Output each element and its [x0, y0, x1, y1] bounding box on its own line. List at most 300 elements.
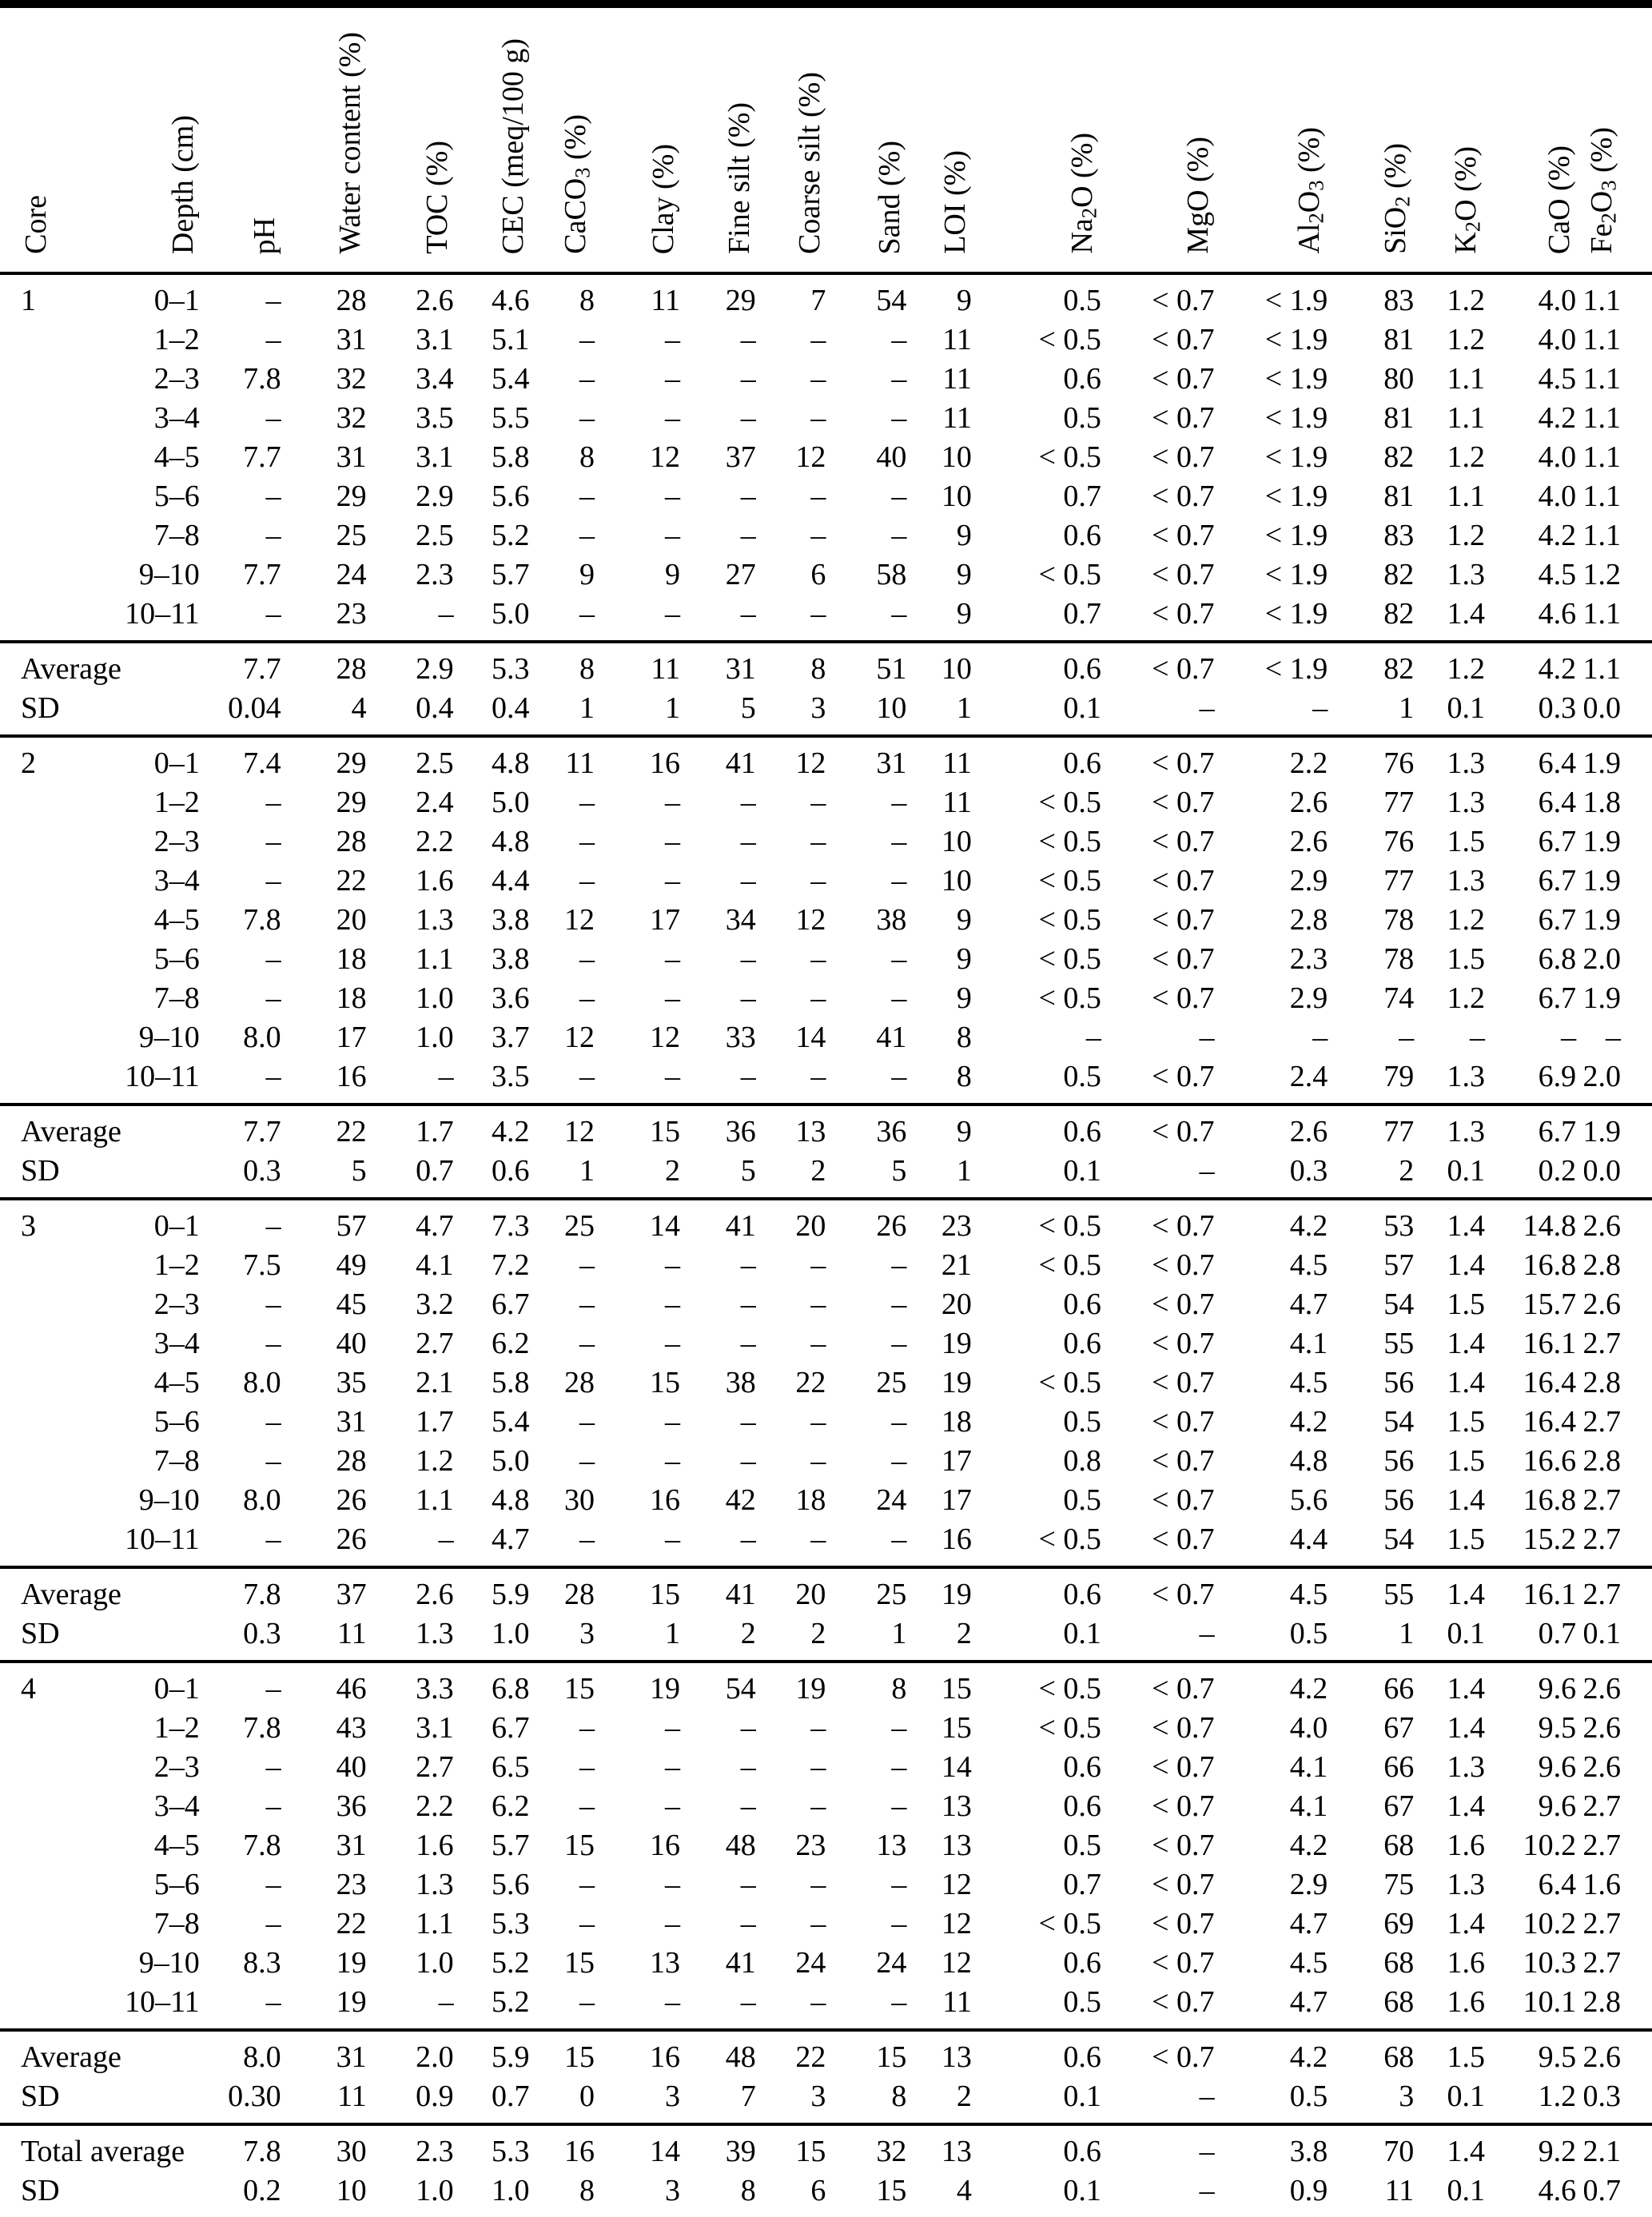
cell: 11: [942, 323, 972, 356]
cell: 2.0: [1582, 942, 1621, 976]
column-header-label: LOI (%): [937, 150, 972, 254]
cell: 56: [1383, 1366, 1415, 1399]
core-cell: [0, 1944, 49, 1983]
cell: –: [579, 401, 595, 435]
cell: 16.1: [1485, 1567, 1576, 1614]
cell: –: [438, 1985, 454, 2019]
cell: 1.6: [1447, 1829, 1485, 1862]
cell: 6.7: [491, 1711, 530, 1745]
table-row: [0, 736, 1652, 783]
cell: 3: [810, 2080, 826, 2113]
cell: –: [438, 1060, 454, 1093]
table-row: [0, 477, 1652, 516]
cell: 0.7: [1582, 2174, 1621, 2207]
depth-cell: 7–8: [153, 1907, 200, 1940]
cell: –: [740, 1985, 756, 2019]
cell: –: [579, 1444, 595, 1478]
cell: 29: [281, 736, 367, 783]
cell: 25: [529, 1199, 595, 1246]
cell: 2.6: [1582, 1750, 1621, 1784]
cell: 2.9: [1289, 981, 1328, 1015]
cell: 78: [1383, 903, 1415, 937]
table-row: [0, 1662, 1652, 1709]
cell: 45: [336, 1288, 367, 1321]
cell: 2: [956, 1617, 972, 1650]
depth-cell: 5–6: [153, 1405, 200, 1439]
cell: 2.8: [1582, 1444, 1621, 1478]
column-header: [529, 4, 595, 273]
cell: 1.2: [1447, 519, 1485, 552]
cell: 3.7: [491, 1021, 530, 1054]
cell: 2: [665, 1154, 680, 1188]
cell: 7: [740, 2080, 756, 2113]
cell: 2.9: [1289, 1868, 1328, 1901]
cell: 1.1: [1582, 284, 1621, 317]
cell: 4.4: [1289, 1522, 1328, 1556]
cell: 2.8: [1582, 1248, 1621, 1282]
cell: 8: [579, 284, 595, 317]
cell: 4.7: [367, 1199, 454, 1246]
cell: 0.30: [228, 2080, 281, 2113]
cell: 9.5: [1538, 1711, 1577, 1745]
cell: 15: [563, 1946, 595, 1980]
cell: 1.7: [416, 1405, 454, 1439]
cell: 4.2: [1538, 401, 1577, 435]
cell: < 0.5: [1038, 1711, 1101, 1745]
cell: 4.2: [1215, 2030, 1328, 2077]
cell: –: [891, 1405, 907, 1439]
cell: –: [810, 362, 826, 396]
cell: 0.1: [1447, 691, 1485, 725]
core-cell: 4: [0, 1662, 49, 1709]
cell: 11: [529, 736, 595, 783]
cell: –: [579, 1711, 595, 1745]
cell: 0.1: [1447, 2080, 1485, 2113]
cell: 20: [756, 1199, 826, 1246]
cell: 54: [1383, 1522, 1415, 1556]
cell: –: [810, 1405, 826, 1439]
cell: 2.7: [1582, 1946, 1621, 1980]
cell: 0.7: [1063, 1868, 1101, 1901]
cell: 2.5: [416, 519, 454, 552]
core-cell: 2: [0, 736, 49, 783]
cell: 6.4: [1538, 786, 1577, 819]
column-header-label: SiO$_2$ (%): [1378, 143, 1415, 254]
depth-cell: 2–3: [153, 1288, 200, 1321]
core-cell: [0, 1865, 49, 1905]
column-header: [972, 4, 1101, 273]
cell: 5.3: [454, 642, 530, 689]
cell: 13: [906, 2124, 972, 2171]
cell: –: [665, 323, 680, 356]
cell: –: [265, 864, 281, 898]
cell: 1.1: [1447, 362, 1485, 396]
cell: 11: [942, 401, 972, 435]
depth-cell: 10–11: [125, 1060, 200, 1093]
cell: 40: [336, 1327, 367, 1360]
cell: 1.8: [1582, 786, 1621, 819]
cell: 4.2: [1289, 1405, 1328, 1439]
cell: 1.9: [1582, 864, 1621, 898]
cell: 57: [1383, 1248, 1415, 1282]
cell: 42: [725, 1483, 756, 1517]
table-row: [0, 1018, 1652, 1057]
cell: 56: [1383, 1483, 1415, 1517]
cell: 16: [595, 736, 680, 783]
cell: 5: [891, 1154, 907, 1188]
cell: 4.7: [1289, 1907, 1328, 1940]
cell: –: [740, 597, 756, 631]
cell: 0.4: [416, 691, 454, 725]
cell: –: [579, 1405, 595, 1439]
depth-cell: 3–4: [153, 1789, 200, 1823]
cell: 1.4: [1414, 1567, 1485, 1614]
table-row: [0, 1363, 1652, 1403]
cell: 16: [336, 1060, 367, 1093]
cell: –: [665, 401, 680, 435]
cell: 5: [351, 1154, 367, 1188]
cell: –: [665, 1789, 680, 1823]
cell: –: [810, 1522, 826, 1556]
cell: 1.9: [1582, 903, 1621, 937]
cell: 83: [1383, 284, 1415, 317]
cell: < 0.7: [1152, 1288, 1215, 1321]
cell: 0.5: [1063, 1985, 1101, 2019]
cell: 1: [579, 691, 595, 725]
cell: 11: [1384, 2174, 1415, 2207]
cell: 19: [595, 1662, 680, 1709]
cell: –: [265, 597, 281, 631]
cell: 6.7: [491, 1288, 530, 1321]
cell: 6.7: [1538, 825, 1577, 858]
cell: –: [265, 1060, 281, 1093]
cell: –: [665, 1327, 680, 1360]
cell: 3.4: [416, 362, 454, 396]
cell: 7.5: [243, 1248, 281, 1282]
cell: –: [1199, 2174, 1215, 2207]
cell: –: [1399, 1021, 1415, 1054]
cell: 80: [1383, 362, 1415, 396]
cell: 4.1: [1289, 1750, 1328, 1784]
cell: 55: [1383, 1327, 1415, 1360]
table-row: [0, 1246, 1652, 1285]
cell: < 1.9: [1264, 401, 1328, 435]
cell: –: [579, 1907, 595, 1940]
cell: 1.2: [1538, 2080, 1577, 2113]
cell: –: [579, 362, 595, 396]
cell: 3.6: [491, 981, 530, 1015]
cell: 77: [1383, 864, 1415, 898]
cell: 1.5: [1447, 825, 1485, 858]
cell: 15: [595, 1105, 680, 1152]
cell: –: [891, 1985, 907, 2019]
cell: 5.9: [454, 1567, 530, 1614]
cell: –: [1606, 1021, 1621, 1054]
cell: –: [810, 1907, 826, 1940]
cell: 38: [876, 903, 907, 937]
cell: 12: [941, 1907, 972, 1940]
cell: –: [1199, 2080, 1215, 2113]
cell: –: [891, 323, 907, 356]
cell: –: [665, 825, 680, 858]
cell: 31: [826, 736, 906, 783]
table-row: [0, 1865, 1652, 1905]
cell: < 0.5: [1038, 903, 1101, 937]
cell: –: [810, 1060, 826, 1093]
cell: 4.6: [1538, 597, 1577, 631]
cell: 4.8: [454, 736, 530, 783]
cell: 12: [650, 440, 680, 474]
depth-cell: 4–5: [153, 1366, 200, 1399]
cell: 20: [941, 1288, 972, 1321]
cell: 0.5: [1289, 2080, 1328, 2113]
cell: < 1.9: [1264, 440, 1328, 474]
cell: 1.4: [1447, 1907, 1485, 1940]
cell: –: [891, 519, 907, 552]
cell: 15: [563, 1829, 595, 1862]
cell: 1.5: [1447, 1522, 1485, 1556]
cell: 2.7: [1582, 1483, 1621, 1517]
cell: 17: [650, 903, 680, 937]
cell: 1.2: [1447, 903, 1485, 937]
cell: 7.8: [243, 1829, 281, 1862]
column-header-label: Fine silt (%): [722, 102, 756, 254]
cell: 1: [891, 1617, 907, 1650]
cell: 3.8: [491, 903, 530, 937]
column-header: [826, 4, 906, 273]
cell: 25: [336, 519, 367, 552]
cell: 13: [650, 1946, 680, 1980]
cell: 41: [725, 1946, 756, 1980]
cell: 1.6: [416, 1829, 454, 1862]
cell: 10: [876, 691, 907, 725]
cell: 0.1: [1063, 2174, 1101, 2207]
cell: 1.2: [416, 1444, 454, 1478]
cell: < 0.7: [1152, 942, 1215, 976]
cell: 0.7: [416, 1154, 454, 1188]
cell: 8.0: [243, 1483, 281, 1517]
cell: 12: [941, 1946, 972, 1980]
column-header: [756, 4, 826, 273]
cell: –: [265, 786, 281, 819]
cell: 1.2: [1582, 558, 1621, 591]
cell: 4: [956, 2174, 972, 2207]
cell: –: [665, 1060, 680, 1093]
cell: < 0.7: [1101, 1199, 1215, 1246]
cell: 4.2: [1538, 519, 1577, 552]
cell: 1.2: [1447, 323, 1485, 356]
cell: 12: [941, 1868, 972, 1901]
cell: 0.6: [972, 1105, 1101, 1152]
cell: 6.5: [491, 1750, 530, 1784]
cell: 10: [941, 440, 972, 474]
cell: 6: [810, 2174, 826, 2207]
depth-cell: 3–4: [153, 1327, 200, 1360]
depth-cell: 7–8: [153, 981, 200, 1015]
cell: –: [579, 981, 595, 1015]
cell: –: [740, 401, 756, 435]
cell: 1.4: [1414, 1199, 1485, 1246]
core-cell: [0, 1905, 49, 1944]
cell: 82: [1383, 440, 1415, 474]
cell: –: [1199, 1617, 1215, 1650]
cell: –: [810, 981, 826, 1015]
average-row: [0, 1567, 1652, 1614]
cell: 76: [1328, 736, 1414, 783]
table-row: [0, 438, 1652, 477]
cell: 3.5: [491, 1060, 530, 1093]
row-label: SD: [21, 1154, 60, 1188]
cell: 27: [725, 558, 756, 591]
cell: 16.4: [1523, 1366, 1577, 1399]
cell: –: [891, 480, 907, 513]
cell: 25: [826, 1567, 906, 1614]
cell: 2.3: [367, 2124, 454, 2171]
cell: 6.7: [1538, 864, 1577, 898]
table-row: [0, 1709, 1652, 1748]
cell: 4.5: [1538, 558, 1577, 591]
cell: 0.9: [416, 2080, 454, 2113]
cell: 1.6: [1447, 1946, 1485, 1980]
cell: 23: [906, 1199, 972, 1246]
cell: < 0.7: [1152, 440, 1215, 474]
cell: 13: [941, 1789, 972, 1823]
cell: 0.3: [1289, 1154, 1328, 1188]
cell: 15: [595, 1567, 680, 1614]
table-row: [0, 595, 1652, 642]
table-row: [0, 1324, 1652, 1363]
cell: 8.0: [200, 2030, 281, 2077]
cell: 56: [1383, 1444, 1415, 1478]
cell: –: [891, 1522, 907, 1556]
cell: 9: [956, 981, 972, 1015]
cell: 1.1: [1582, 480, 1621, 513]
cell: 8.3: [243, 1946, 281, 1980]
cell: 4.2: [1215, 1662, 1328, 1709]
cell: –: [891, 362, 907, 396]
cell: 6.8: [1538, 942, 1577, 976]
cell: –: [1199, 691, 1215, 725]
cell: 9: [665, 558, 680, 591]
cell: 5.0: [491, 786, 530, 819]
cell: < 0.7: [1152, 284, 1215, 317]
column-header-label: MgO (%): [1180, 137, 1215, 254]
cell: –: [665, 1288, 680, 1321]
depth-cell: 7–8: [153, 519, 200, 552]
cell: 4.4: [491, 864, 530, 898]
table-row: [0, 516, 1652, 555]
cell: 16: [941, 1522, 972, 1556]
cell: –: [1085, 1021, 1101, 1054]
cell: 21: [941, 1248, 972, 1282]
cell: –: [891, 1711, 907, 1745]
cell: 74: [1383, 981, 1415, 1015]
cell: 2.7: [416, 1750, 454, 1784]
cell: 66: [1383, 1750, 1415, 1784]
cell: –: [740, 864, 756, 898]
cell: –: [740, 1789, 756, 1823]
cell: 28: [336, 284, 367, 317]
cell: 19: [336, 1946, 367, 1980]
cell: 7.8: [243, 903, 281, 937]
cell: 0.1: [1447, 1154, 1485, 1188]
cell: 1.1: [1582, 362, 1621, 396]
cell: 3: [810, 691, 826, 725]
cell: 40: [336, 1750, 367, 1784]
cell: 2: [810, 1154, 826, 1188]
cell: 5.8: [491, 440, 530, 474]
cell: < 0.7: [1152, 597, 1215, 631]
cell: 13: [906, 2030, 972, 2077]
column-header-label: TOC (%): [420, 141, 454, 254]
cell: 30: [281, 2124, 367, 2171]
cell: 5: [740, 1154, 756, 1188]
cell: –: [810, 1248, 826, 1282]
column-header: [906, 4, 972, 273]
core-cell: 1: [21, 284, 36, 317]
cell: < 1.9: [1264, 558, 1328, 591]
cell: –: [740, 1907, 756, 1940]
cell: 15: [876, 2174, 907, 2207]
cell: < 0.7: [1152, 1060, 1215, 1093]
cell: 25: [876, 1366, 907, 1399]
cell: 4.7: [491, 1522, 530, 1556]
table-row: [0, 862, 1652, 901]
cell: –: [665, 1444, 680, 1478]
cell: 82: [1383, 558, 1415, 591]
cell: 2.6: [1576, 1199, 1652, 1246]
cell: 38: [725, 1366, 756, 1399]
cell: –: [740, 1288, 756, 1321]
table-row: [0, 320, 1652, 360]
cell: 0.6: [972, 2030, 1101, 2077]
cell: 2.7: [1582, 1907, 1621, 1940]
cell: 31: [336, 1405, 367, 1439]
cell: –: [579, 864, 595, 898]
cell: 82: [1383, 597, 1415, 631]
cell: < 0.7: [1152, 362, 1215, 396]
cell: 5.7: [491, 558, 530, 591]
cell: 7.7: [243, 440, 281, 474]
cell: 31: [336, 1829, 367, 1862]
cell: –: [1101, 2124, 1215, 2171]
cell: 24: [795, 1946, 826, 1980]
cell: –: [740, 519, 756, 552]
cell: –: [1469, 1021, 1485, 1054]
column-header-label: Water content (%): [332, 32, 367, 254]
cell: 1.9: [1582, 825, 1621, 858]
cell: –: [740, 362, 756, 396]
cell: –: [891, 1248, 907, 1282]
table-row: [0, 1826, 1652, 1865]
cell: –: [740, 942, 756, 976]
cell: 4.2: [1289, 1829, 1328, 1862]
cell: 7.8: [200, 1567, 281, 1614]
cell: 8: [579, 440, 595, 474]
cell: 29: [336, 480, 367, 513]
cell: 11: [942, 362, 972, 396]
cell: 9: [956, 903, 972, 937]
cell: –: [665, 1248, 680, 1282]
table-body: [0, 273, 1652, 2217]
cell: 28: [281, 642, 367, 689]
cell: < 1.9: [1264, 519, 1328, 552]
cell: 1.3: [1447, 786, 1485, 819]
cell: 1: [665, 691, 680, 725]
cell: 2: [956, 2080, 972, 2113]
cell: –: [810, 1327, 826, 1360]
cell: 13: [756, 1105, 826, 1152]
